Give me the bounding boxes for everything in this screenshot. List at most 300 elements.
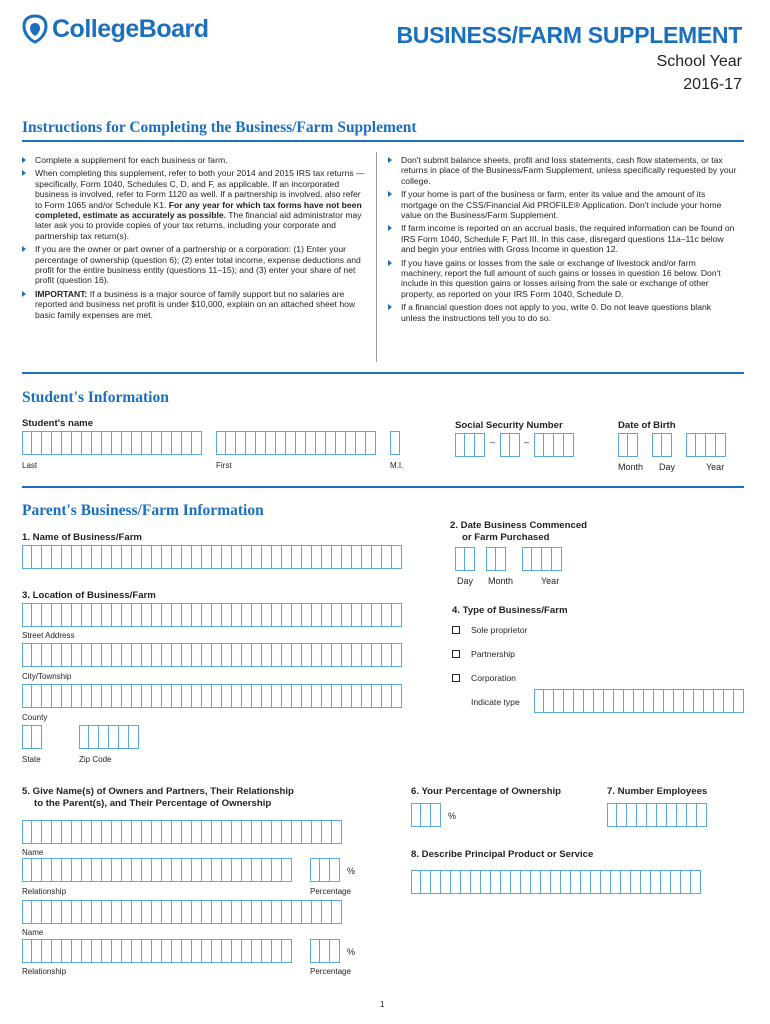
city-field[interactable] xyxy=(22,643,402,667)
character-box[interactable] xyxy=(320,939,330,963)
character-box[interactable] xyxy=(392,643,402,667)
character-box[interactable] xyxy=(475,433,485,457)
character-box[interactable] xyxy=(122,684,132,708)
character-box[interactable] xyxy=(222,643,232,667)
owner1-percentage-field[interactable] xyxy=(310,858,340,882)
character-box[interactable] xyxy=(392,603,402,627)
character-box[interactable] xyxy=(312,900,322,924)
character-box[interactable] xyxy=(316,431,326,455)
character-box[interactable] xyxy=(52,939,62,963)
character-box[interactable] xyxy=(574,689,584,713)
character-box[interactable] xyxy=(152,545,162,569)
character-box[interactable] xyxy=(42,684,52,708)
character-box[interactable] xyxy=(99,725,109,749)
character-box[interactable] xyxy=(82,684,92,708)
character-box[interactable] xyxy=(312,643,322,667)
character-box[interactable] xyxy=(392,684,402,708)
character-box[interactable] xyxy=(42,939,52,963)
character-box[interactable] xyxy=(22,858,32,882)
character-box[interactable] xyxy=(372,603,382,627)
character-box[interactable] xyxy=(72,858,82,882)
character-box[interactable] xyxy=(554,433,564,457)
character-box[interactable] xyxy=(52,643,62,667)
character-box[interactable] xyxy=(132,431,142,455)
character-box[interactable] xyxy=(226,431,236,455)
character-box[interactable] xyxy=(242,643,252,667)
character-box[interactable] xyxy=(82,820,92,844)
character-box[interactable] xyxy=(142,820,152,844)
character-box[interactable] xyxy=(564,689,574,713)
character-box[interactable] xyxy=(252,603,262,627)
character-box[interactable] xyxy=(362,643,372,667)
owner2-percentage-field[interactable] xyxy=(310,939,340,963)
character-box[interactable] xyxy=(132,820,142,844)
character-box[interactable] xyxy=(72,820,82,844)
character-box[interactable] xyxy=(455,547,465,571)
character-box[interactable] xyxy=(232,858,242,882)
character-box[interactable] xyxy=(142,643,152,667)
character-box[interactable] xyxy=(714,689,724,713)
character-box[interactable] xyxy=(322,545,332,569)
character-box[interactable] xyxy=(584,689,594,713)
ownership-percentage-field[interactable] xyxy=(411,803,441,827)
character-box[interactable] xyxy=(32,684,42,708)
character-box[interactable] xyxy=(362,545,372,569)
character-box[interactable] xyxy=(52,900,62,924)
character-box[interactable] xyxy=(332,603,342,627)
character-box[interactable] xyxy=(322,643,332,667)
character-box[interactable] xyxy=(32,858,42,882)
character-box[interactable] xyxy=(652,433,662,457)
character-box[interactable] xyxy=(617,803,627,827)
character-box[interactable] xyxy=(312,684,322,708)
character-box[interactable] xyxy=(172,820,182,844)
character-box[interactable] xyxy=(686,433,696,457)
character-box[interactable] xyxy=(326,431,336,455)
character-box[interactable] xyxy=(312,820,322,844)
character-box[interactable] xyxy=(182,603,192,627)
character-box[interactable] xyxy=(372,684,382,708)
character-box[interactable] xyxy=(222,545,232,569)
character-box[interactable] xyxy=(162,545,172,569)
character-box[interactable] xyxy=(102,431,112,455)
character-box[interactable] xyxy=(172,939,182,963)
character-box[interactable] xyxy=(22,431,32,455)
character-box[interactable] xyxy=(332,545,342,569)
character-box[interactable] xyxy=(382,643,392,667)
character-box[interactable] xyxy=(262,643,272,667)
character-box[interactable] xyxy=(82,858,92,882)
character-box[interactable] xyxy=(716,433,726,457)
character-box[interactable] xyxy=(172,684,182,708)
character-box[interactable] xyxy=(382,684,392,708)
character-box[interactable] xyxy=(192,603,202,627)
character-box[interactable] xyxy=(511,870,521,894)
character-box[interactable] xyxy=(352,643,362,667)
character-box[interactable] xyxy=(262,858,272,882)
character-box[interactable] xyxy=(262,900,272,924)
character-box[interactable] xyxy=(611,870,621,894)
character-box[interactable] xyxy=(352,603,362,627)
character-box[interactable] xyxy=(152,684,162,708)
character-box[interactable] xyxy=(112,900,122,924)
character-box[interactable] xyxy=(242,603,252,627)
owner1-relationship-field[interactable] xyxy=(22,858,292,882)
character-box[interactable] xyxy=(302,820,312,844)
character-box[interactable] xyxy=(657,803,667,827)
character-box[interactable] xyxy=(332,900,342,924)
character-box[interactable] xyxy=(129,725,139,749)
character-box[interactable] xyxy=(182,684,192,708)
character-box[interactable] xyxy=(62,545,72,569)
character-box[interactable] xyxy=(262,545,272,569)
character-box[interactable] xyxy=(510,433,520,457)
character-box[interactable] xyxy=(202,939,212,963)
character-box[interactable] xyxy=(292,820,302,844)
character-box[interactable] xyxy=(89,725,99,749)
character-box[interactable] xyxy=(72,431,82,455)
character-box[interactable] xyxy=(272,603,282,627)
character-box[interactable] xyxy=(112,939,122,963)
character-box[interactable] xyxy=(62,939,72,963)
character-box[interactable] xyxy=(42,643,52,667)
student-last-name-field[interactable] xyxy=(22,431,202,455)
character-box[interactable] xyxy=(664,689,674,713)
character-box[interactable] xyxy=(310,858,320,882)
character-box[interactable] xyxy=(282,820,292,844)
character-box[interactable] xyxy=(82,643,92,667)
character-box[interactable] xyxy=(392,545,402,569)
character-box[interactable] xyxy=(242,858,252,882)
character-box[interactable] xyxy=(282,603,292,627)
commenced-month-field[interactable] xyxy=(486,547,506,571)
character-box[interactable] xyxy=(202,858,212,882)
character-box[interactable] xyxy=(92,684,102,708)
number-employees-field[interactable] xyxy=(607,803,707,827)
character-box[interactable] xyxy=(366,431,376,455)
character-box[interactable] xyxy=(362,684,372,708)
character-box[interactable] xyxy=(734,689,744,713)
character-box[interactable] xyxy=(62,643,72,667)
character-box[interactable] xyxy=(192,858,202,882)
character-box[interactable] xyxy=(162,431,172,455)
character-box[interactable] xyxy=(282,643,292,667)
character-box[interactable] xyxy=(697,803,707,827)
character-box[interactable] xyxy=(342,545,352,569)
character-box[interactable] xyxy=(132,643,142,667)
character-box[interactable] xyxy=(637,803,647,827)
character-box[interactable] xyxy=(266,431,276,455)
character-box[interactable] xyxy=(182,900,192,924)
character-box[interactable] xyxy=(62,431,72,455)
owner2-name-field[interactable] xyxy=(22,900,342,924)
character-box[interactable] xyxy=(481,870,491,894)
character-box[interactable] xyxy=(604,689,614,713)
character-box[interactable] xyxy=(296,431,306,455)
character-box[interactable] xyxy=(32,603,42,627)
character-box[interactable] xyxy=(112,545,122,569)
character-box[interactable] xyxy=(627,803,637,827)
character-box[interactable] xyxy=(102,545,112,569)
character-box[interactable] xyxy=(42,858,52,882)
character-box[interactable] xyxy=(312,603,322,627)
character-box[interactable] xyxy=(242,545,252,569)
character-box[interactable] xyxy=(202,900,212,924)
character-box[interactable] xyxy=(242,900,252,924)
character-box[interactable] xyxy=(322,820,332,844)
character-box[interactable] xyxy=(252,900,262,924)
character-box[interactable] xyxy=(687,803,697,827)
character-box[interactable] xyxy=(286,431,296,455)
character-box[interactable] xyxy=(112,603,122,627)
character-box[interactable] xyxy=(22,603,32,627)
county-field[interactable] xyxy=(22,684,402,708)
character-box[interactable] xyxy=(372,643,382,667)
character-box[interactable] xyxy=(32,431,42,455)
character-box[interactable] xyxy=(82,603,92,627)
character-box[interactable] xyxy=(534,689,544,713)
character-box[interactable] xyxy=(352,684,362,708)
character-box[interactable] xyxy=(262,820,272,844)
character-box[interactable] xyxy=(162,820,172,844)
character-box[interactable] xyxy=(92,431,102,455)
character-box[interactable] xyxy=(282,900,292,924)
character-box[interactable] xyxy=(706,433,716,457)
character-box[interactable] xyxy=(272,939,282,963)
character-box[interactable] xyxy=(694,689,704,713)
character-box[interactable] xyxy=(192,545,202,569)
character-box[interactable] xyxy=(122,643,132,667)
character-box[interactable] xyxy=(212,858,222,882)
character-box[interactable] xyxy=(192,820,202,844)
character-box[interactable] xyxy=(607,803,617,827)
character-box[interactable] xyxy=(382,545,392,569)
character-box[interactable] xyxy=(162,603,172,627)
character-box[interactable] xyxy=(92,545,102,569)
character-box[interactable] xyxy=(62,603,72,627)
character-box[interactable] xyxy=(232,820,242,844)
character-box[interactable] xyxy=(152,939,162,963)
character-box[interactable] xyxy=(282,939,292,963)
character-box[interactable] xyxy=(212,939,222,963)
character-box[interactable] xyxy=(322,900,332,924)
character-box[interactable] xyxy=(262,684,272,708)
character-box[interactable] xyxy=(282,545,292,569)
student-first-name-field[interactable] xyxy=(216,431,376,455)
character-box[interactable] xyxy=(696,433,706,457)
character-box[interactable] xyxy=(202,545,212,569)
character-box[interactable] xyxy=(142,603,152,627)
character-box[interactable] xyxy=(531,870,541,894)
character-box[interactable] xyxy=(634,689,644,713)
character-box[interactable] xyxy=(624,689,634,713)
character-box[interactable] xyxy=(242,684,252,708)
character-box[interactable] xyxy=(272,545,282,569)
character-box[interactable] xyxy=(182,820,192,844)
character-box[interactable] xyxy=(172,643,182,667)
character-box[interactable] xyxy=(272,643,282,667)
character-box[interactable] xyxy=(52,603,62,627)
character-box[interactable] xyxy=(242,820,252,844)
character-box[interactable] xyxy=(52,858,62,882)
character-box[interactable] xyxy=(42,603,52,627)
character-box[interactable] xyxy=(62,858,72,882)
character-box[interactable] xyxy=(644,689,654,713)
character-box[interactable] xyxy=(302,643,312,667)
character-box[interactable] xyxy=(382,603,392,627)
character-box[interactable] xyxy=(310,939,320,963)
character-box[interactable] xyxy=(182,545,192,569)
character-box[interactable] xyxy=(82,545,92,569)
character-box[interactable] xyxy=(534,433,544,457)
character-box[interactable] xyxy=(22,939,32,963)
character-box[interactable] xyxy=(342,684,352,708)
character-box[interactable] xyxy=(72,939,82,963)
character-box[interactable] xyxy=(22,684,32,708)
character-box[interactable] xyxy=(272,820,282,844)
character-box[interactable] xyxy=(102,900,112,924)
character-box[interactable] xyxy=(152,820,162,844)
character-box[interactable] xyxy=(465,433,475,457)
character-box[interactable] xyxy=(684,689,694,713)
character-box[interactable] xyxy=(212,643,222,667)
corporation-checkbox[interactable] xyxy=(452,674,460,682)
character-box[interactable] xyxy=(182,643,192,667)
dob-month-field[interactable] xyxy=(618,433,638,457)
character-box[interactable] xyxy=(72,643,82,667)
character-box[interactable] xyxy=(92,603,102,627)
character-box[interactable] xyxy=(631,870,641,894)
character-box[interactable] xyxy=(192,643,202,667)
character-box[interactable] xyxy=(322,684,332,708)
character-box[interactable] xyxy=(122,545,132,569)
character-box[interactable] xyxy=(82,431,92,455)
character-box[interactable] xyxy=(662,433,672,457)
character-box[interactable] xyxy=(564,433,574,457)
character-box[interactable] xyxy=(52,684,62,708)
character-box[interactable] xyxy=(62,820,72,844)
character-box[interactable] xyxy=(102,820,112,844)
character-box[interactable] xyxy=(222,684,232,708)
character-box[interactable] xyxy=(496,547,506,571)
character-box[interactable] xyxy=(276,431,286,455)
character-box[interactable] xyxy=(172,603,182,627)
character-box[interactable] xyxy=(212,820,222,844)
character-box[interactable] xyxy=(681,870,691,894)
character-box[interactable] xyxy=(202,603,212,627)
character-box[interactable] xyxy=(491,870,501,894)
character-box[interactable] xyxy=(362,603,372,627)
character-box[interactable] xyxy=(661,870,671,894)
character-box[interactable] xyxy=(292,603,302,627)
character-box[interactable] xyxy=(109,725,119,749)
character-box[interactable] xyxy=(411,803,421,827)
character-box[interactable] xyxy=(172,900,182,924)
commenced-day-field[interactable] xyxy=(455,547,475,571)
character-box[interactable] xyxy=(192,684,202,708)
character-box[interactable] xyxy=(32,545,42,569)
character-box[interactable] xyxy=(142,900,152,924)
character-box[interactable] xyxy=(421,870,431,894)
character-box[interactable] xyxy=(132,545,142,569)
character-box[interactable] xyxy=(92,858,102,882)
character-box[interactable] xyxy=(32,643,42,667)
character-box[interactable] xyxy=(621,870,631,894)
character-box[interactable] xyxy=(79,725,89,749)
character-box[interactable] xyxy=(256,431,266,455)
character-box[interactable] xyxy=(272,858,282,882)
character-box[interactable] xyxy=(122,603,132,627)
character-box[interactable] xyxy=(272,900,282,924)
character-box[interactable] xyxy=(262,939,272,963)
character-box[interactable] xyxy=(704,689,714,713)
character-box[interactable] xyxy=(82,900,92,924)
street-address-field[interactable] xyxy=(22,603,402,627)
ssn-part2-field[interactable] xyxy=(500,433,520,457)
character-box[interactable] xyxy=(72,684,82,708)
character-box[interactable] xyxy=(132,939,142,963)
character-box[interactable] xyxy=(162,900,172,924)
character-box[interactable] xyxy=(162,858,172,882)
character-box[interactable] xyxy=(581,870,591,894)
character-box[interactable] xyxy=(671,870,681,894)
character-box[interactable] xyxy=(152,643,162,667)
character-box[interactable] xyxy=(52,545,62,569)
character-box[interactable] xyxy=(119,725,129,749)
dob-day-field[interactable] xyxy=(652,433,672,457)
character-box[interactable] xyxy=(222,603,232,627)
ssn-part1-field[interactable] xyxy=(455,433,485,457)
character-box[interactable] xyxy=(62,900,72,924)
character-box[interactable] xyxy=(431,870,441,894)
character-box[interactable] xyxy=(142,858,152,882)
character-box[interactable] xyxy=(591,870,601,894)
character-box[interactable] xyxy=(282,858,292,882)
commenced-year-field[interactable] xyxy=(522,547,562,571)
character-box[interactable] xyxy=(372,545,382,569)
character-box[interactable] xyxy=(252,684,262,708)
character-box[interactable] xyxy=(551,870,561,894)
character-box[interactable] xyxy=(162,643,172,667)
character-box[interactable] xyxy=(162,939,172,963)
character-box[interactable] xyxy=(92,820,102,844)
character-box[interactable] xyxy=(32,820,42,844)
character-box[interactable] xyxy=(202,820,212,844)
owner1-name-field[interactable] xyxy=(22,820,342,844)
character-box[interactable] xyxy=(212,603,222,627)
character-box[interactable] xyxy=(272,684,282,708)
character-box[interactable] xyxy=(172,545,182,569)
partnership-checkbox[interactable] xyxy=(452,650,460,658)
character-box[interactable] xyxy=(532,547,542,571)
dob-year-field[interactable] xyxy=(686,433,726,457)
character-box[interactable] xyxy=(192,900,202,924)
character-box[interactable] xyxy=(336,431,346,455)
character-box[interactable] xyxy=(122,858,132,882)
character-box[interactable] xyxy=(252,820,262,844)
character-box[interactable] xyxy=(242,939,252,963)
character-box[interactable] xyxy=(112,820,122,844)
character-box[interactable] xyxy=(342,643,352,667)
character-box[interactable] xyxy=(486,547,496,571)
character-box[interactable] xyxy=(22,643,32,667)
character-box[interactable] xyxy=(122,900,132,924)
character-box[interactable] xyxy=(102,858,112,882)
character-box[interactable] xyxy=(92,643,102,667)
character-box[interactable] xyxy=(330,858,340,882)
character-box[interactable] xyxy=(342,603,352,627)
character-box[interactable] xyxy=(292,900,302,924)
